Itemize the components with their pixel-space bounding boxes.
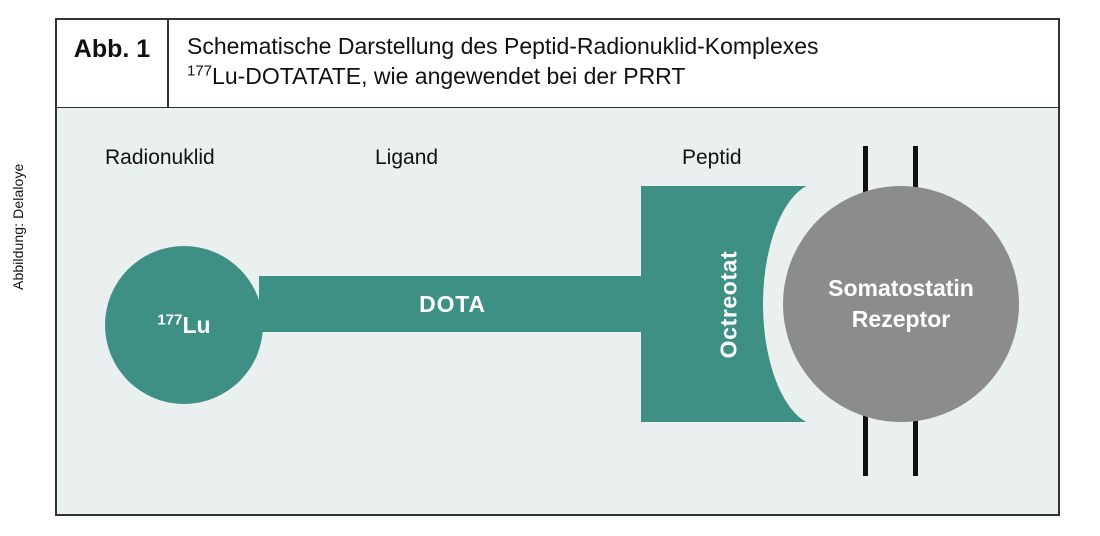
ligand-bar <box>259 276 646 332</box>
label-peptide: Peptid <box>682 146 742 169</box>
radionuclide-mass-number: 177 <box>157 310 183 328</box>
image-credit: Abbildung: Delaloye <box>10 163 26 290</box>
figure-caption <box>55 18 1060 108</box>
peptide-label: Octreotat <box>715 250 742 358</box>
diagram-panel <box>55 108 1060 516</box>
label-ligand: Ligand <box>375 146 439 169</box>
caption-line-1: Schematische Darstellung des Peptid-Radionuklid-Komplexes <box>187 33 819 59</box>
figure-number: Abb. 1 <box>57 20 169 107</box>
label-radionuclide: Radionuklid <box>105 146 215 169</box>
figure-wrapper <box>55 18 1060 518</box>
radionuclide-circle <box>105 246 263 404</box>
receptor-label-line-1: Somatostatin <box>828 274 974 301</box>
figure-caption-text <box>169 20 835 107</box>
receptor-circle <box>783 186 1019 422</box>
caption-superscript: 177 <box>187 62 213 80</box>
radionuclide-symbol: Lu <box>182 311 211 338</box>
ligand-label: DOTA <box>419 290 486 317</box>
receptor-label-line-2: Rezeptor <box>851 306 951 332</box>
caption-line-2: Lu-DOTATATE, wie angewendet bei der PRRT <box>212 62 686 89</box>
